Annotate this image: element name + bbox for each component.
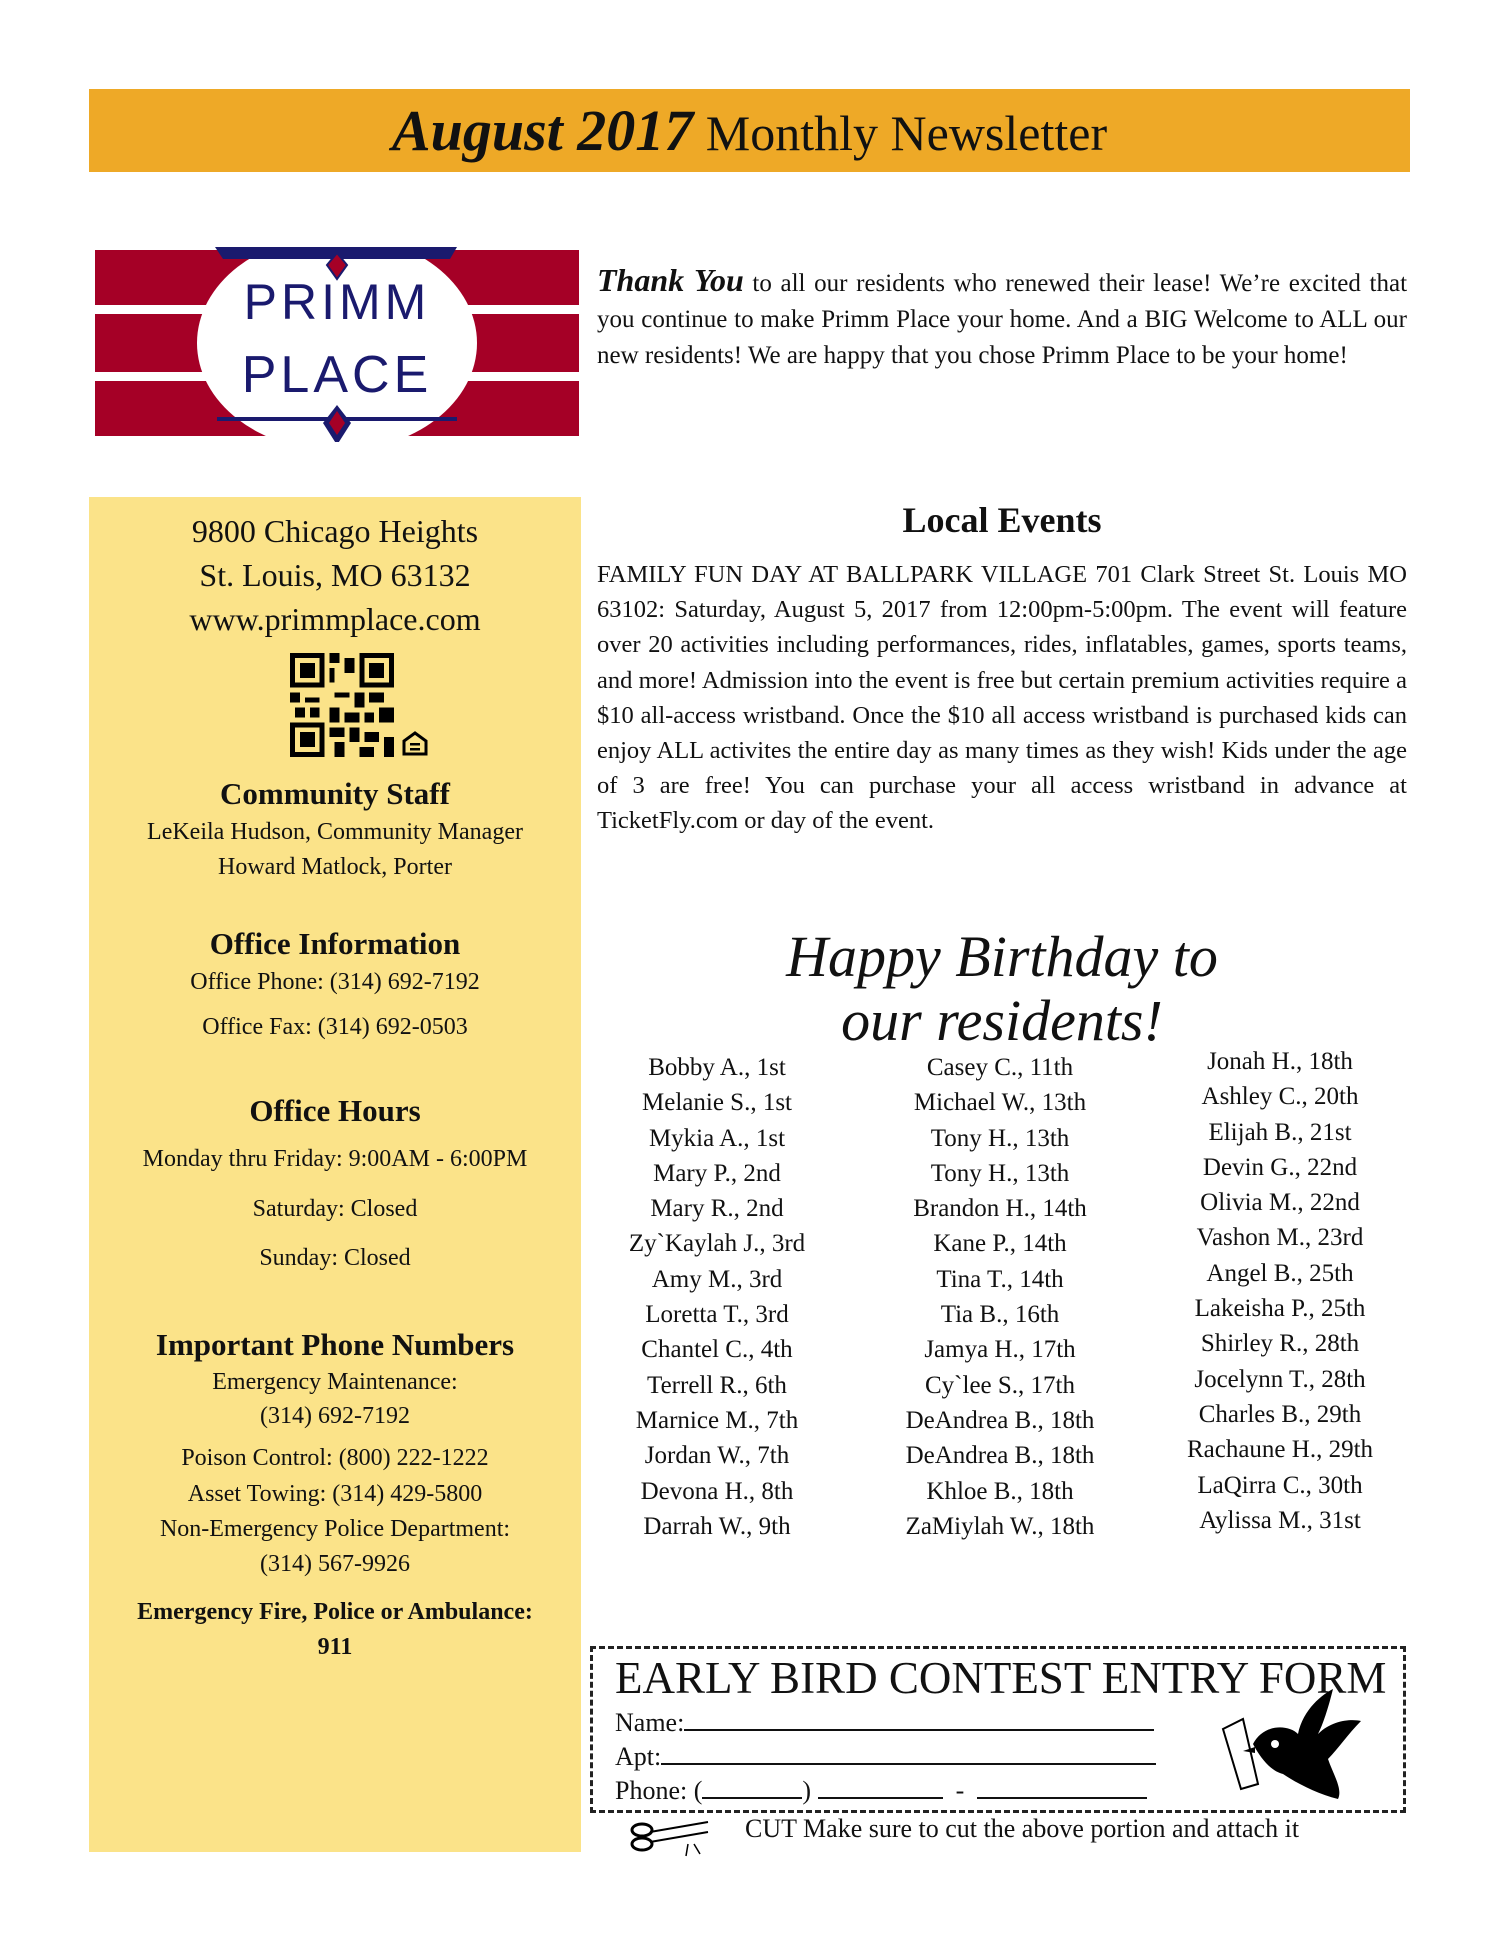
birthday-entry: Loretta T., 3rd: [645, 1301, 789, 1329]
birthday-heading-line2: our residents!: [841, 988, 1163, 1053]
office-hours-heading: Office Hours: [249, 1093, 421, 1128]
qr-code[interactable]: [288, 653, 396, 757]
birthday-column-2: [870, 1050, 1130, 1544]
address-city: St. Louis, MO 63132: [199, 557, 471, 593]
emergency-number: 911: [317, 1634, 353, 1660]
banner-title-date: August 2017: [391, 98, 694, 163]
birthday-entry: Bobby A., 1st: [648, 1054, 786, 1081]
intro-body: to all our residents who renewed their lease! We’re excited that you continue to make Primm Place your home. And a BIG Welcome to ALL our new residents! We are happy that you chose Primm Place to be your home!: [597, 270, 1408, 369]
intro-text: [597, 262, 1407, 374]
birthday-entry: Cy`lee S., 17th: [925, 1371, 1075, 1399]
birthday-entry: Zy`Kaylah J., 3rd: [628, 1230, 806, 1258]
birthday-entry: Darrah W., 9th: [643, 1512, 791, 1540]
phone-numbers-heading: Important Phone Numbers: [155, 1327, 515, 1362]
hours-weekdays: Monday thru Friday: 9:00AM - 6:00PM: [142, 1146, 528, 1172]
birthday-entry: Tina T., 14th: [936, 1265, 1064, 1293]
birthday-entry: Khloe B., 18th: [926, 1477, 1074, 1505]
birthday-entry: DeAndrea B., 18th: [905, 1406, 1095, 1434]
birthday-entry: ZaMiylah W., 18th: [905, 1512, 1095, 1540]
office-fax: Office Fax: (314) 692-0503: [202, 1014, 468, 1040]
birthday-entry: Tony H., 13th: [930, 1159, 1070, 1187]
birthday-entry: Ashley C., 20th: [1201, 1083, 1359, 1111]
name-field[interactable]: [615, 1705, 1154, 1740]
scissors-icon: [628, 1818, 718, 1858]
birthday-entry: Brandon H., 14th: [913, 1195, 1087, 1223]
emergency-label: Emergency Fire, Police or Ambulance:: [137, 1599, 533, 1625]
birthday-entry: Melanie S., 1st: [642, 1089, 792, 1117]
birthday-entry: Charles B., 29th: [1198, 1400, 1362, 1428]
birthday-entry: Amy M., 3rd: [651, 1265, 783, 1293]
birthday-entry: Shirley R., 28th: [1200, 1330, 1360, 1358]
birthday-entry: LaQirra C., 30th: [1197, 1471, 1363, 1499]
entry-form: [590, 1646, 1406, 1813]
birthday-entry: Angel B., 25th: [1206, 1259, 1354, 1287]
birthday-entry: Mary R., 2nd: [650, 1195, 784, 1223]
birthday-column-3: [1150, 1044, 1410, 1538]
office-info-heading: Office Information: [209, 926, 461, 961]
staff-manager: LeKeila Hudson, Community Manager: [147, 819, 523, 845]
birthday-heading-line1: Happy Birthday to: [786, 924, 1218, 989]
phone-line: (314) 567-9926: [260, 1551, 410, 1577]
sidebar: [89, 497, 581, 1852]
newsletter-banner: [89, 89, 1410, 172]
birthday-entry: Marnice M., 7th: [635, 1406, 799, 1434]
birthday-entry: Tia B., 16th: [940, 1301, 1060, 1329]
phone-field[interactable]: Phone: ( ) -: [615, 1773, 1147, 1808]
birthday-entry: Elijah B., 21st: [1208, 1118, 1352, 1146]
birthday-entry: Olivia M., 22nd: [1200, 1189, 1360, 1217]
phone-line: Emergency Maintenance:: [212, 1369, 458, 1395]
bird-icon: [1213, 1689, 1363, 1804]
birthday-entry: Chantel C., 4th: [641, 1336, 793, 1364]
office-phone: Office Phone: (314) 692-7192: [190, 969, 480, 995]
birthday-entry: Jocelynn T., 28th: [1194, 1365, 1366, 1393]
phone-line: (314) 692-7192: [260, 1403, 410, 1429]
birthday-entry: Jordan W., 7th: [644, 1442, 790, 1470]
birthday-entry: Mykia A., 1st: [648, 1124, 786, 1152]
address-street: 9800 Chicago Heights: [191, 513, 479, 549]
birthday-heading: [597, 925, 1407, 1053]
phone-line: Non-Emergency Police Department:: [159, 1516, 511, 1542]
cut-instructions: CUT Make sure to cut the above portion and attach it: [745, 1814, 1300, 1843]
birthday-entry: Michael W., 13th: [913, 1089, 1087, 1117]
phone-label: Phone: (: [615, 1776, 703, 1805]
birthday-entry: Mary P., 2nd: [653, 1159, 781, 1187]
apt-label: Apt:: [615, 1742, 662, 1771]
birthday-entry: Vashon M., 23rd: [1196, 1224, 1364, 1252]
birthday-entry: Devin G., 22nd: [1202, 1153, 1358, 1181]
birthday-column-1: [587, 1050, 847, 1544]
birthday-entry: Casey C., 11th: [926, 1054, 1074, 1081]
entry-form-title: EARLY BIRD CONTEST ENTRY FORM: [615, 1653, 1387, 1703]
primm-place-logo: [95, 247, 579, 442]
apt-field[interactable]: [615, 1739, 1156, 1774]
birthday-entry: Jamya H., 17th: [924, 1336, 1076, 1364]
svg-text:PLACE: PLACE: [241, 346, 433, 404]
hours-sunday: Sunday: Closed: [259, 1245, 411, 1271]
local-events-body: FAMILY FUN DAY AT BALLPARK VILLAGE 701 Clark Street St. Louis MO 63102: Saturday, August 5, 2017 from 12:00pm-5:00pm. The event will feature over 20 activities including performances, rides, inflatables, games, sports teams, and more! Admission into the event is free but certain premium activities require a $10 all-access wristband. Once the $10 all access wristband is purchased kids can enjoy ALL activites the entire day as many times as they wish! Kids under the age of 3 are free! You can purchase your all access wristband in advance at TicketFly.com or day of the event.: [597, 561, 1407, 835]
birthday-entry: Rachaune H., 29th: [1186, 1436, 1374, 1464]
staff-porter: Howard Matlock, Porter: [218, 854, 452, 880]
hours-saturday: Saturday: Closed: [252, 1196, 418, 1222]
birthday-entry: Tony H., 13th: [930, 1124, 1070, 1152]
birthday-entry: DeAndrea B., 18th: [905, 1442, 1095, 1470]
birthday-entry: Lakeisha P., 25th: [1194, 1295, 1366, 1323]
svg-text:PRIMM: PRIMM: [243, 274, 431, 330]
birthday-entry: Jonah H., 18th: [1207, 1048, 1353, 1075]
equal-housing-icon: [402, 730, 428, 756]
birthday-entry: Terrell R., 6th: [647, 1371, 787, 1399]
birthday-entry: Aylissa M., 31st: [1199, 1506, 1361, 1534]
intro-lead: Thank You: [597, 262, 744, 298]
local-events-heading: Local Events: [902, 500, 1102, 540]
banner-title-rest: Monthly Newsletter: [705, 105, 1108, 161]
birthday-entry: Devona H., 8th: [640, 1477, 794, 1505]
community-staff-heading: Community Staff: [220, 776, 450, 811]
phone-line: Asset Towing: (314) 429-5800: [187, 1481, 483, 1507]
website-link[interactable]: www.primmplace.com: [189, 601, 481, 637]
birthday-entry: Kane P., 14th: [933, 1230, 1067, 1258]
phone-line: Poison Control: (800) 222-1222: [181, 1445, 489, 1471]
name-label: Name:: [615, 1708, 685, 1737]
